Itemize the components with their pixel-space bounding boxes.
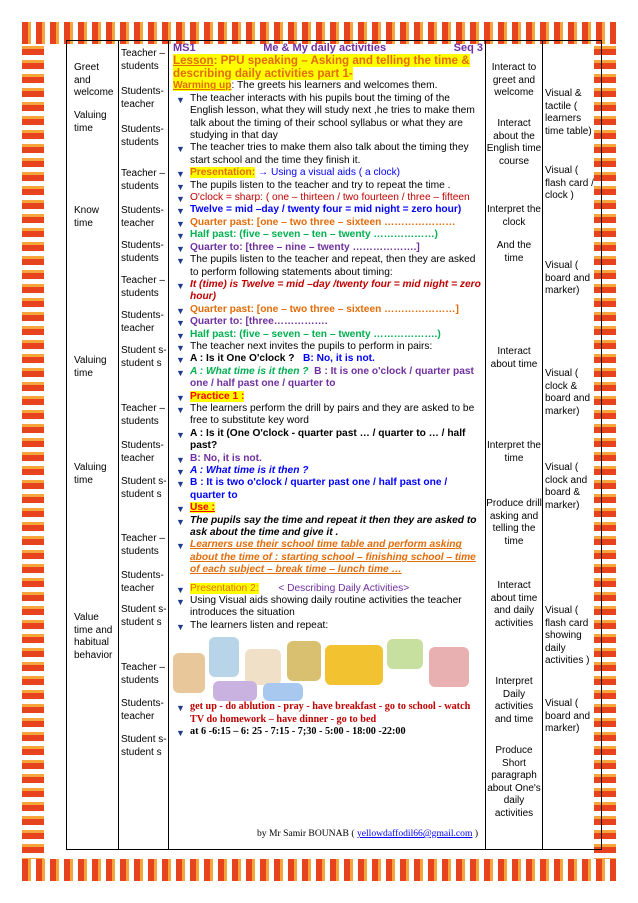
lesson-title (173, 54, 483, 80)
item-text: The teacher interacts with his pupils bout the timing of the English lesson, what they will study next ,he tries to make them talk about the timing of their school syllabus or what they are studying in that day (190, 92, 475, 142)
aid: Visual & tactile ( learners time table) (545, 88, 592, 137)
list-item (173, 180, 483, 192)
arrow-bullet-icon: ▼ (176, 467, 185, 477)
interaction: Students-students (121, 124, 164, 148)
list-item (173, 515, 483, 540)
list-item (173, 583, 483, 595)
unit-title: Me & My daily activities (263, 42, 387, 54)
interaction: Students-teacher (121, 570, 164, 594)
daily-activity-pictures (173, 635, 483, 701)
homework-picture (429, 647, 469, 687)
interaction: Student s-student s (121, 604, 167, 628)
warmup (173, 80, 483, 92)
item-text: → Using a visual aids ( a clock) (257, 167, 401, 179)
interaction: Teacher – students (121, 533, 165, 557)
arrow-bullet-icon: ▼ (176, 330, 185, 341)
item-text: Quarter past: [one – two three – sixteen ………………… (190, 216, 456, 228)
interaction: Teacher – students (121, 403, 165, 427)
objective: Valuing time (74, 110, 107, 134)
item-text: B: No, it is not. (190, 452, 262, 464)
aid: Visual ( board and marker) (545, 260, 591, 296)
bed-picture (263, 683, 303, 701)
routine-list (173, 701, 483, 739)
list-item (173, 465, 483, 477)
item-text: Quarter to: [three – nine – twenty ……………….] (190, 241, 420, 253)
list-item (173, 217, 483, 229)
warmup-text: : The greets his learners and welcomes them. (231, 80, 438, 92)
interaction: Students-students (121, 240, 164, 264)
arrow-bullet-icon: ▼ (176, 621, 185, 632)
stage: Produce drill asking and telling the time (486, 498, 542, 547)
list-item (173, 242, 483, 254)
arrow-bullet-icon: ▼ (176, 703, 185, 714)
list-item (173, 453, 483, 465)
list-item (173, 229, 483, 241)
stage: Interact about time (490, 346, 538, 370)
interaction: Student s-student s (121, 734, 167, 758)
routine-times: at 6 -6:15 – 6: 25 - 7:15 - 7;30 - 5:00 - 18:00 -22:00 (190, 726, 406, 738)
item-text: The learners perform the drill by pairs and they are asked to be free to substitute key word (190, 402, 475, 427)
arrow-bullet-icon: ▼ (176, 144, 185, 155)
list-item (173, 254, 483, 279)
arrow-bullet-icon: ▼ (176, 584, 185, 595)
arrow-bullet-icon: ▼ (176, 194, 185, 205)
arrow-bullet-icon: ▼ (176, 454, 185, 465)
list-item (173, 595, 483, 620)
arrow-bullet-icon: ▼ (176, 504, 185, 515)
lesson-title-text: : PPU speaking – Asking and telling the time & describing daily activities part 1- (173, 54, 470, 81)
item-text: Quarter to: [three……………. (190, 316, 328, 328)
list-item (173, 428, 483, 453)
objective: Know time (74, 205, 100, 229)
interaction: Student s-student s (121, 476, 167, 500)
aid: Visual ( board and marker) (545, 698, 591, 734)
arrow-bullet-icon: ▼ (176, 256, 185, 267)
item-text: B: No, it is not. (303, 353, 375, 365)
list-item (173, 142, 483, 167)
breakfast-picture (287, 641, 321, 681)
list-item (173, 279, 483, 304)
presentation-label: Presentation: (190, 167, 256, 179)
stage: Interpret the clock (487, 204, 541, 228)
watch-tv-picture (387, 639, 423, 669)
lesson-label: Lesson (173, 54, 214, 68)
list-item (173, 539, 483, 576)
item-text: Half past: (five – seven – ten – twenty ………………) (190, 229, 438, 241)
interaction: Teacher – students (121, 48, 165, 72)
arrow-bullet-icon: ▼ (176, 231, 185, 242)
item-text: O'clock = sharp: ( one – thirteen / two fourteen / three – fifteen (190, 192, 470, 204)
list-item (173, 477, 483, 502)
aid: Visual ( clock and board & marker) (545, 462, 588, 511)
objective: Greet and welcome (74, 62, 114, 98)
objective: Valuing time (74, 355, 107, 379)
arrow-bullet-icon: ▼ (176, 169, 185, 180)
list-item (173, 620, 483, 632)
arrow-bullet-icon: ▼ (176, 243, 185, 254)
list-item (173, 353, 483, 365)
arrow-bullet-icon: ▼ (176, 318, 185, 329)
list-item (173, 167, 483, 179)
interaction: Student s-student s (121, 345, 167, 369)
item-text: A : What time is it then ? (190, 465, 309, 476)
item-text: Practice 1 : (190, 390, 245, 402)
list-item (173, 341, 483, 353)
arrow-bullet-icon: ▼ (176, 728, 185, 739)
arrow-bullet-icon: ▼ (176, 392, 185, 403)
item-text: It (time) is Twelve = mid –day /twenty four = mid night = zero hour) (190, 278, 481, 303)
arrow-bullet-icon: ▼ (176, 342, 185, 353)
list-item (173, 304, 483, 316)
list-item (173, 316, 483, 328)
item-text: The pupils say the time and repeat it then they are asked to ask about the time and give it . (190, 514, 477, 539)
aid: Visual ( flash card / clock ) (545, 165, 594, 201)
sequence-label: Seq 3 (453, 42, 483, 54)
interaction: Students-teacher (121, 440, 164, 464)
arrow-bullet-icon: ▼ (176, 355, 185, 366)
list-item (173, 502, 483, 514)
item-text: Twelve = mid –day / twenty four = mid night = zero hour) (190, 204, 462, 216)
stage: Interpret the time (487, 440, 541, 464)
interaction: Students-teacher (121, 205, 164, 229)
arrow-bullet-icon: ▼ (176, 181, 185, 192)
list-item (173, 701, 483, 726)
stage: Produce Short paragraph about One's daily activities (487, 745, 541, 819)
dinner-picture (213, 681, 257, 701)
item-text: Learners use their school time table and perform asking about the time of : starting school – finishing school – time of each subject – break time – lunch time … (190, 539, 476, 576)
column-divider (168, 40, 169, 850)
list-item (173, 403, 483, 428)
item-text: The teacher tries to make them also talk about the timing they start school and the time they finish it. (190, 142, 469, 166)
interaction: Students-teacher (121, 86, 164, 110)
aid: Visual ( flash card showing daily activities ) (545, 605, 590, 666)
arrow-bullet-icon: ▼ (176, 516, 185, 527)
school-bus-picture (325, 645, 383, 685)
column-divider (542, 40, 543, 850)
arrow-bullet-icon: ▼ (176, 218, 185, 229)
item-text: Use : (190, 502, 215, 514)
level-label: MS1 (173, 42, 196, 54)
item-text: Quarter past: [one – two three – sixteen …………………] (190, 303, 459, 315)
arrow-bullet-icon: ▼ (176, 429, 185, 440)
list-item (173, 726, 483, 739)
footer-text: by Mr Samir BOUNAB ( (257, 828, 357, 839)
arrow-bullet-icon: ▼ (176, 206, 185, 217)
item-text: B : It is one o'clock / quarter past one / half past one / quarter to (190, 365, 474, 390)
item-text: The teacher next invites the pupils to perform in pairs: (190, 340, 433, 352)
item-text: The pupils listen to the teacher and repeat, then they are asked to perform following statements about timing: (190, 254, 476, 278)
objective: Valuing time (74, 462, 107, 486)
arrow-bullet-icon: ▼ (176, 280, 185, 291)
list-item (173, 93, 483, 143)
routine-text: get up - do ablution - pray - have breakfast - go to school - watch TV do homework – have dinner - go to bed (190, 701, 471, 725)
list-item (173, 204, 483, 216)
interaction: Students-teacher (121, 310, 164, 334)
item-text: < Describing Daily Activities> (278, 582, 410, 594)
get-up-picture (173, 653, 205, 693)
stage: Interact about time and daily activities (490, 580, 538, 629)
list-item (173, 366, 483, 391)
column-divider (118, 40, 119, 850)
procedure-list (173, 93, 483, 632)
lesson-header (173, 42, 483, 54)
pray-picture (245, 649, 281, 685)
arrow-bullet-icon: ▼ (176, 404, 185, 415)
arrow-bullet-icon: ▼ (176, 305, 185, 316)
item-text: A : Is it One O'clock ? (190, 353, 295, 365)
stage: Interact to greet and welcome (491, 62, 537, 98)
list-item (173, 329, 483, 341)
item-text: Half past: (five – seven – ten – twenty ……………….) (190, 328, 441, 340)
interaction: Students-teacher (121, 698, 164, 722)
ablution-picture (209, 637, 239, 677)
arrow-bullet-icon: ▼ (176, 479, 185, 490)
objective: Value time and habitual behavior (74, 612, 113, 661)
item-text: The pupils listen to the teacher and try to repeat the time . (190, 179, 451, 191)
item-text: A : What time is it then ? (190, 365, 309, 377)
stage: Interact about the English time course (486, 118, 542, 167)
interaction: Teacher – students (121, 168, 165, 192)
item-text: The learners listen and repeat: (190, 619, 329, 631)
item-text: Presentation 2: (190, 582, 259, 594)
author-footer (257, 828, 478, 839)
aid: Visual ( clock & board and marker) (545, 368, 591, 417)
warmup-label: Warming up (173, 80, 232, 92)
stage: And the time (496, 240, 532, 264)
item-text: B : It is two o'clock / quarter past one / half past one / quarter to (190, 477, 448, 501)
arrow-bullet-icon: ▼ (176, 597, 185, 608)
item-text: A : Is it (One O'clock - quarter past … / quarter to … / half past? (190, 427, 466, 452)
arrow-bullet-icon: ▼ (176, 94, 185, 105)
author-email-link[interactable]: yellowdaffodil66@gmail.com (356, 828, 473, 839)
footer-close: ) (472, 828, 479, 839)
arrow-bullet-icon: ▼ (176, 541, 185, 552)
interaction: Teacher – students (121, 275, 165, 299)
procedure-column (173, 42, 483, 739)
item-text: Using Visual aids showing daily routine activities the teacher introduces the situation (190, 595, 462, 619)
stage: Interpret Daily activities and time (494, 676, 534, 725)
arrow-bullet-icon: ▼ (176, 367, 185, 378)
list-item (173, 192, 483, 204)
list-item (173, 391, 483, 403)
interaction: Teacher – students (121, 662, 165, 686)
